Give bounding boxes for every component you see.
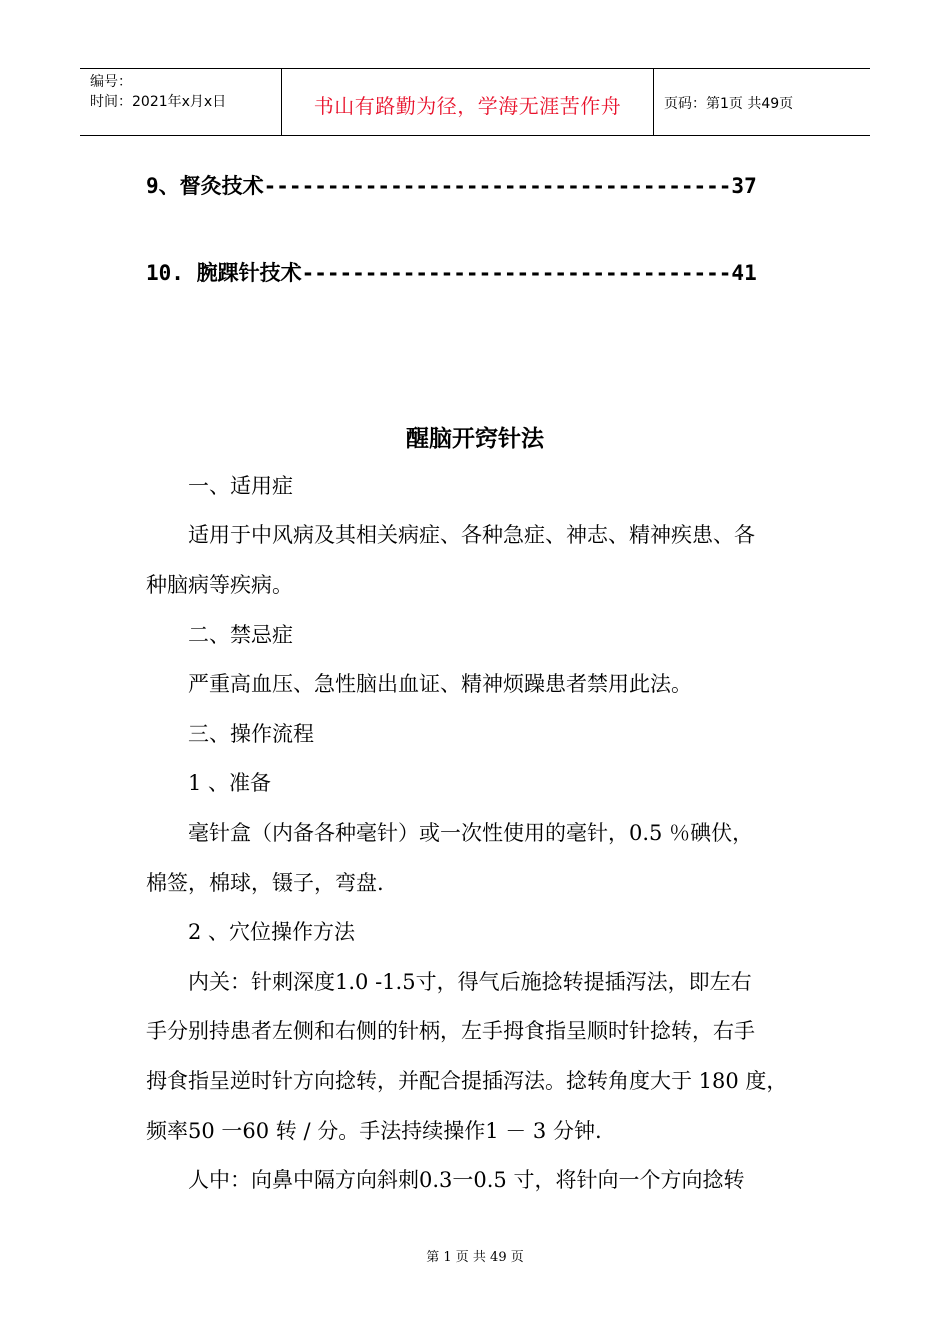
time-label: 时间：2021年x月x日 (90, 94, 227, 110)
paragraph-line: 手分别持患者左侧和右侧的针柄，左手拇食指呈顺时针捻转，右手 (146, 1019, 755, 1043)
heading-contraindications: 二、禁忌症 (188, 623, 293, 647)
paragraph-line: 种脑病等疾病。 (146, 573, 293, 597)
header-meta-cell (80, 69, 282, 135)
heading-procedure: 三、操作流程 (188, 722, 314, 746)
paragraph-line: 频率50 一60 转 / 分。手法持续操作1 － 3 分钟. (146, 1119, 602, 1143)
subheading-preparation: 1 、准备 (188, 771, 272, 795)
paragraph-line: 棉签，棉球，镊子，弯盘. (146, 871, 384, 895)
toc-entry[interactable]: 9、督灸技术-------------------------------------37 (146, 174, 757, 198)
subheading-acupoint-method: 2 、穴位操作方法 (188, 920, 356, 944)
section-title: 醒脑开窍针法 (406, 426, 544, 452)
serial-label: 编号： (90, 74, 132, 90)
page-footer: 第 1 页 共 49 页 (426, 1250, 524, 1265)
header-page-info: 页码：第1页 共49页 (664, 96, 794, 112)
page-header (80, 68, 870, 136)
paragraph-line: 人中：向鼻中隔方向斜刺0.3一0.5 寸，将针向一个方向捻转 (188, 1168, 745, 1192)
header-motto: 书山有路勤为径，学海无涯苦作舟 (282, 69, 654, 135)
paragraph-line: 毫针盒（内备各种毫针）或一次性使用的毫针，0.5 ％碘伏， (188, 821, 754, 845)
toc-entry[interactable]: 10. 腕踝针技术----------------------------------41 (146, 261, 757, 285)
heading-indications: 一、适用症 (188, 474, 293, 498)
paragraph-line: 严重高血压、急性脑出血证、精神烦躁患者禁用此法。 (188, 672, 692, 696)
paragraph-line: 内关：针刺深度1.0 -1.5寸，得气后施捻转提插泻法，即左右 (188, 970, 752, 994)
paragraph-line: 拇食指呈逆时针方向捻转，并配合提插泻法。捻转角度大于 180 度， (146, 1069, 788, 1093)
paragraph-line: 适用于中风病及其相关病症、各种急症、神志、精神疾患、各 (188, 523, 755, 547)
